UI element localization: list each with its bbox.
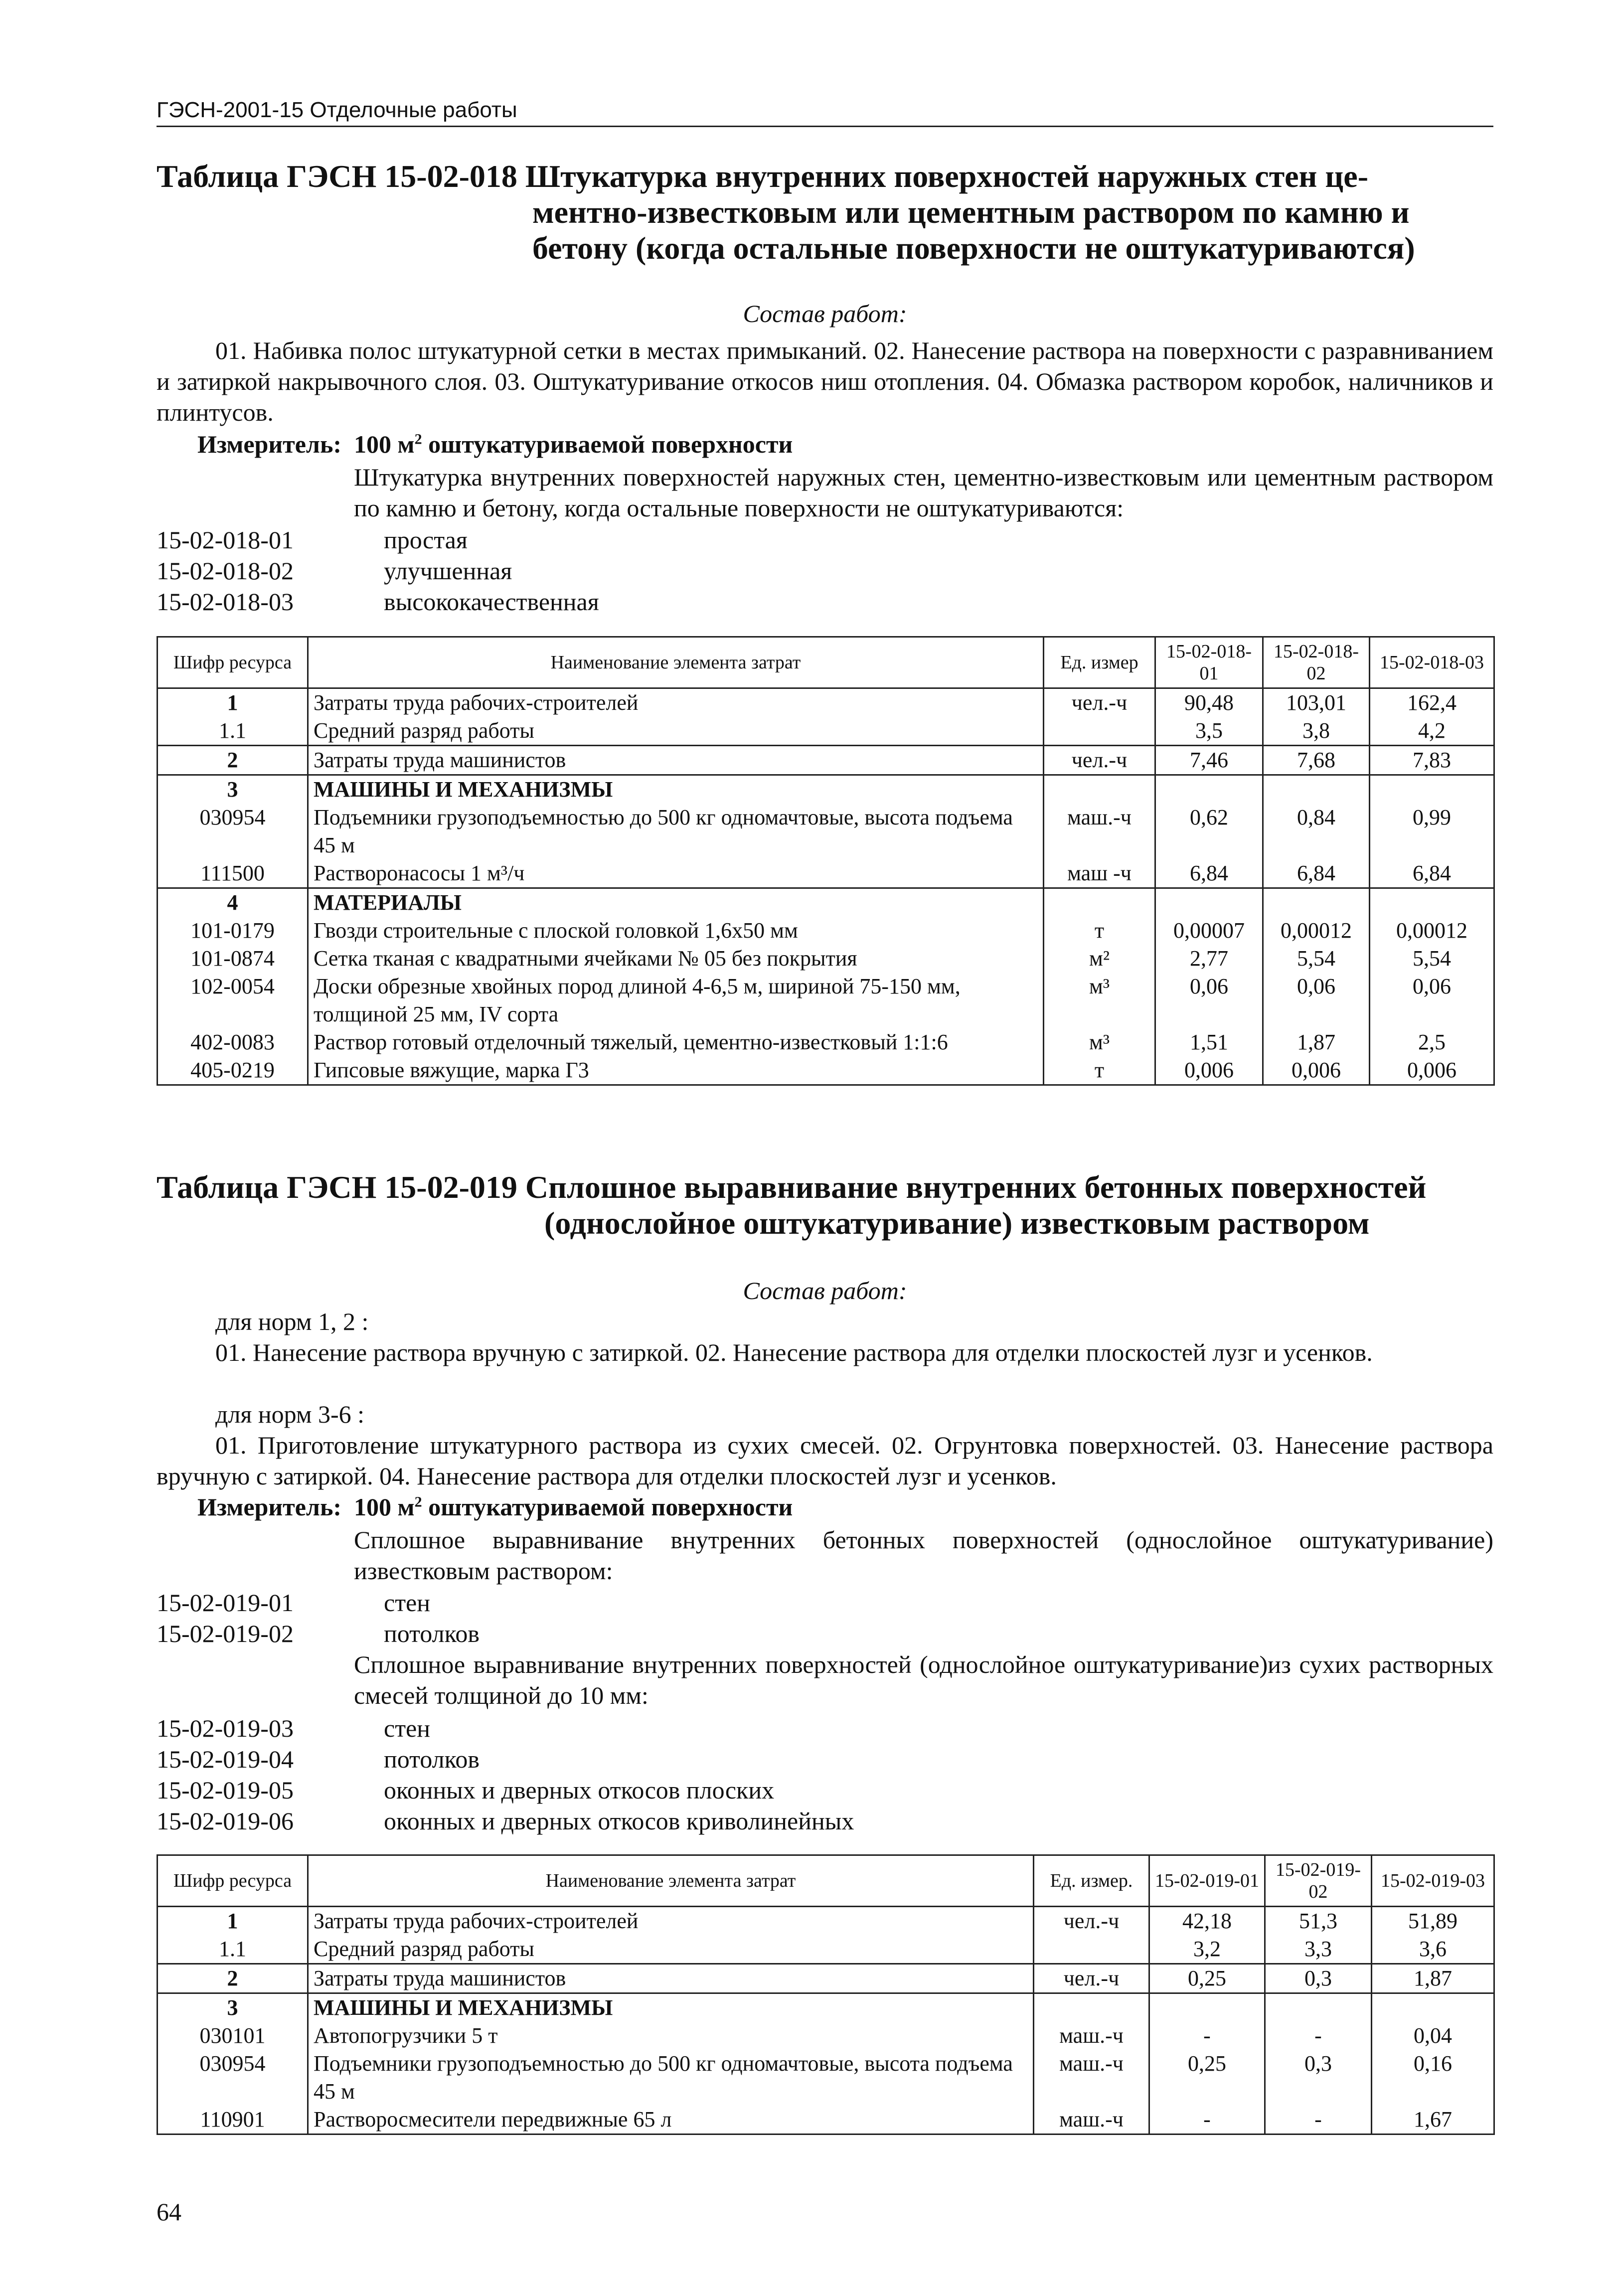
- table-section-row: 4 МАТЕРИАЛЫ: [158, 888, 1494, 917]
- measure-text: оштукатуриваемой поверхности: [428, 1493, 793, 1521]
- table-row: 110901 Растворосмесители передвижные 65 л маш.-ч - - 1,67: [158, 2106, 1494, 2134]
- table-row: 101-0179 Гвозди строительные с плоской головкой 1,6x50 мм т 0,00007 0,00012 0,00012: [158, 917, 1494, 945]
- table-row: 101-0874 Сетка тканая с квадратными ячейками № 05 без покрытия м² 2,77 5,54 5,54: [158, 945, 1494, 973]
- resource-table-2: [157, 1854, 1495, 2135]
- table2-work-text-2: 01. Приготовление штукатурного раствора из сухих смесей. 02. Огрунтовка поверхностей. 03. Нанесение раствора вручную с затиркой. 04. Нанесение раствора для отделки плоскостей лузг и усенков.: [157, 1431, 1493, 1490]
- table2-code-row: 15-02-019-05 оконных и дверных откосов плоских: [157, 1776, 775, 1804]
- table1-code-row: 15-02-018-01 простая: [157, 526, 468, 554]
- table-row: 030954 Подъемники грузоподъемностью до 500 кг одномачтовые, высота подъема 45 м маш.-ч 0,62 0,84 0,99: [158, 804, 1494, 859]
- table-header-row: [158, 1855, 1494, 1907]
- table2-code-row: 15-02-019-03 стен: [157, 1714, 430, 1742]
- table-row: 1.1 Средний разряд работы 3,2 3,3 3,6: [158, 1935, 1494, 1964]
- col-header: 15-02-019-02: [1265, 1855, 1372, 1907]
- table1-title-line3: бетону (когда остальные поверхности не оштукатуриваются): [532, 230, 1415, 266]
- measure-sup: 2: [414, 1493, 422, 1510]
- table1-title: [157, 159, 1493, 266]
- col-header: Ед. измер.: [1034, 1855, 1149, 1907]
- table-row: 030954 Подъемники грузоподъемностью до 500 кг одномачтовые, высота подъема 45 м маш.-ч 0,25 0,3 0,16: [158, 2050, 1494, 2106]
- table-row: 1.1 Средний разряд работы 3,5 3,8 4,2: [158, 717, 1494, 746]
- measure-value: 100 м: [354, 430, 415, 458]
- table2-note-1: для норм 1, 2 :: [215, 1308, 369, 1335]
- table1-title-line2: ментно-известковым или цементным раствором по камню и: [532, 194, 1410, 230]
- col-header: Ед. измер: [1044, 637, 1155, 688]
- col-header: 15-02-019-01: [1149, 1855, 1265, 1907]
- table2-code-row: 15-02-019-01 стен: [157, 1589, 430, 1617]
- table2-title-line1: Таблица ГЭСН 15-02-019 Сплошное выравнивание внутренних бетонных поверхностей: [157, 1169, 1427, 1205]
- table1-composition-label: Состав работ:: [743, 300, 907, 328]
- page-number: 64: [157, 2198, 181, 2226]
- measure-text: оштукатуриваемой поверхности: [428, 430, 793, 458]
- col-header: 15-02-018-02: [1263, 637, 1370, 688]
- measure-sup: 2: [414, 431, 422, 448]
- table2-composition-label: Состав работ:: [743, 1277, 907, 1305]
- table1-work-text: 01. Набивка полос штукатурной сетки в местах примыканий. 02. Нанесение раствора на поверхности с разравниванием и затиркой накрывочного слоя. 03. Оштукатуривание откосов ниш отопления. 04. Обмазка раствором коробок, наличников и плинтусов.: [157, 336, 1493, 426]
- table-header-row: [158, 637, 1494, 688]
- col-header: Наименование элемента затрат: [308, 1855, 1034, 1907]
- col-header: 15-02-019-03: [1372, 1855, 1494, 1907]
- table-row: 1 Затраты труда рабочих-строителей чел.-ч 90,48 103,01 162,4: [158, 688, 1494, 717]
- col-header: Шифр ресурса: [158, 637, 308, 688]
- table-row: 2 Затраты труда машинистов чел.-ч 0,25 0,3 1,87: [158, 1964, 1494, 1993]
- table-section-row: 3 МАШИНЫ И МЕХАНИЗМЫ: [158, 1993, 1494, 2022]
- table2-code-row: 15-02-019-04 потолков: [157, 1745, 480, 1773]
- table-row: 030101 Автопогрузчики 5 т маш.-ч - - 0,04: [158, 2022, 1494, 2050]
- col-header: 15-02-018-03: [1370, 637, 1494, 688]
- measure-label: Измеритель:: [197, 430, 342, 458]
- col-header: Наименование элемента затрат: [308, 637, 1044, 688]
- table1-code-row: 15-02-018-02 улучшенная: [157, 557, 512, 585]
- table2-measure: [197, 1492, 793, 1521]
- col-header: Шифр ресурса: [158, 1855, 308, 1907]
- table-section-row: 3 МАШИНЫ И МЕХАНИЗМЫ: [158, 775, 1494, 804]
- table1-title-line1: Таблица ГЭСН 15-02-018 Штукатурка внутренних поверхностей наружных стен це-: [157, 159, 1368, 194]
- table1-description: Штукатурка внутренних поверхностей наружных стен, цементно-известковым или цементным раствором по камню и бетону, когда остальные поверхности не оштукатуриваются:: [354, 463, 1493, 522]
- table-row: 2 Затраты труда машинистов чел.-ч 7,46 7,68 7,83: [158, 746, 1494, 775]
- table2-title-line2: (однослойное оштукатуривание) известковым раствором: [544, 1205, 1370, 1241]
- table2-description-2: Сплошное выравнивание внутренних поверхностей (однослойное оштукатуривание)из сухих растворных смесей толщиной до 10 мм:: [354, 1650, 1493, 1709]
- table-row: 405-0219 Гипсовые вяжущие, марка Г3 т 0,006 0,006 0,006: [158, 1056, 1494, 1085]
- measure-value: 100 м: [354, 1493, 415, 1521]
- col-header: 15-02-018-01: [1155, 637, 1263, 688]
- table-row: 111500 Растворонасосы 1 м³/ч маш -ч 6,84 6,84 6,84: [158, 859, 1494, 888]
- table2-work-text-1: 01. Нанесение раствора вручную с затиркой. 02. Нанесение раствора для отделки плоскостей лузг и усенков.: [215, 1338, 1373, 1366]
- table2-code-row: 15-02-019-06 оконных и дверных откосов криволинейных: [157, 1807, 854, 1835]
- table-row: 402-0083 Раствор готовый отделочный тяжелый, цементно-известковый 1:1:6 м³ 1,51 1,87 2,5: [158, 1028, 1494, 1056]
- table2-note-2: для норм 3-6 :: [215, 1400, 365, 1428]
- table1-measure: [197, 430, 793, 459]
- measure-label: Измеритель:: [197, 1493, 342, 1521]
- table1-code-row: 15-02-018-03 высококачественная: [157, 588, 599, 616]
- table2-title: [157, 1169, 1493, 1241]
- table2-code-row: 15-02-019-02 потолков: [157, 1620, 480, 1647]
- page-header: ГЭСН-2001-15 Отделочные работы: [157, 98, 1493, 127]
- table-row: 1 Затраты труда рабочих-строителей чел.-ч 42,18 51,3 51,89: [158, 1907, 1494, 1936]
- resource-table-1: [157, 636, 1495, 1086]
- table2-description-1: Сплошное выравнивание внутренних бетонных поверхностей (однослойное оштукатуривание) известковым раствором:: [354, 1526, 1493, 1585]
- table-row: 102-0054 Доски обрезные хвойных пород длиной 4-6,5 м, шириной 75-150 мм, толщиной 25 мм, IV сорта м³ 0,06 0,06 0,06: [158, 973, 1494, 1028]
